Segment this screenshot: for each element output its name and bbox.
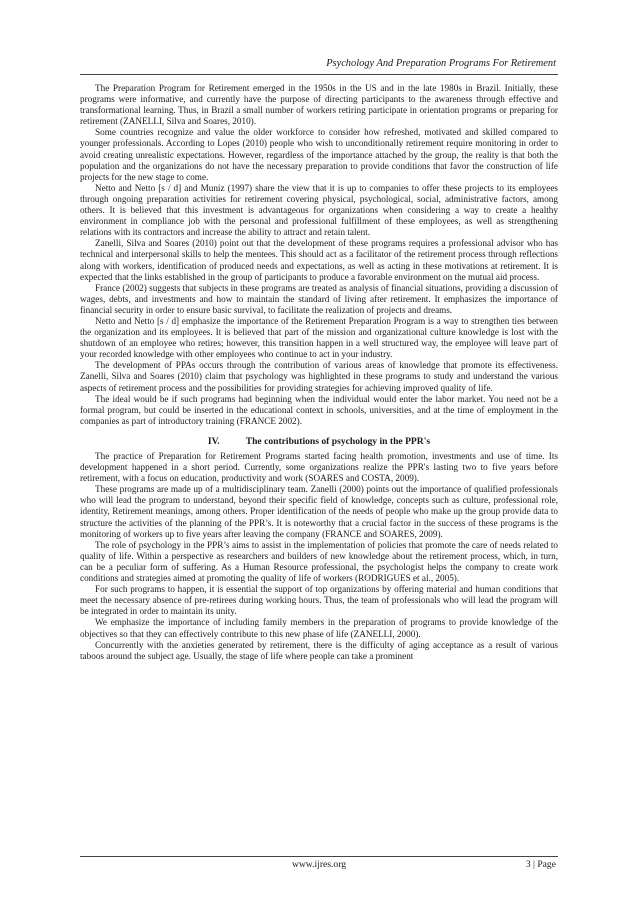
page-number: 3 | Page [525, 859, 556, 870]
section-title: The contributions of psychology in the PPR's [245, 435, 431, 447]
section-number: IV. [207, 435, 220, 447]
paragraph: The ideal would be if such programs had beginning when the individual would enter the labor market. You need not be a formal program, but could be inserted in the educational context in schools, universities, and at the time of employment in the companies as part of introductory training (FRANCE 2002). [80, 393, 558, 426]
paragraph: The development of PPAs occurs through the contribution of various areas of knowledge that promote its effectiveness. Zanelli, Silva and Soares (2010) claim that psychology was highlighted in these programs to study and understand the various aspects of retirement process and the possibilities for providing strategies for achieving improved quality of life. [80, 360, 558, 393]
paragraph: Concurrently with the anxieties generated by retirement, there is the difficulty of aging acceptance as a result of various taboos around the subject age. Usually, the stage of life where people can take a prominent [80, 639, 558, 661]
paragraph: These programs are made up of a multidisciplinary team. Zanelli (2000) points out the importance of qualified professionals who will lead the program to understand, beyond their specific field of knowledge, concepts such as culture, professional role, identity, Retirement meanings, among others. Proper identification of the needs of people who make up the group provide data to structure the activities of the planning of the PPR’s. It is noteworthy that a crucial factor in the success of these programs is the monitoring of workers up to five years after leaving the company (FRANCE and SOARES, 2009). [80, 484, 558, 539]
footer-rule [80, 856, 558, 857]
section-heading [80, 436, 558, 447]
running-title: Psychology And Preparation Programs For Retirement [326, 58, 556, 69]
paragraph: The role of psychology in the PPR’s aims to assist in the implementation of policies that promote the care of needs related to quality of life. Within a perspective as researchers and builders of new knowledge about the retirement process, which, in turn, can be a peculiar form of suffering. As a Human Resource professional, the psychologist helps the company to create work conditions and strategies aimed at promoting the quality of life of workers (RODRIGUES et al., 2005). [80, 539, 558, 584]
paragraph: The practice of Preparation for Retirement Programs started facing health promotion, investments and use of time. Its development happened in a short period. Currently, some organizations realize the PPR's lasting two to five years before retirement, with a focus on education, productivity and work (SOARES and COSTA, 2009). [80, 451, 558, 484]
paragraph: For such programs to happen, it is essential the support of top organizations by offering material and human conditions that meet the necessary absence of pre-retirees during working hours. Thus, the team of professionals who will lead the program will be integrated in order to maintain its unity. [80, 584, 558, 617]
header-rule [80, 74, 558, 75]
paragraph: The Preparation Program for Retirement emerged in the 1950s in the US and in the late 1980s in Brazil. Initially, these programs were informative, and currently have the purpose of directing participants to the awareness through effective and transformational learning. Thus, in Brazil a small number of workers retiring participate in orientation programs or preparing for retirement (ZANELLI, Silva and Soares, 2010). [80, 83, 558, 127]
article-body [80, 83, 558, 662]
paragraph: Zanelli, Silva and Soares (2010) point out that the development of these programs requires a professional advisor who has technical and interpersonal skills to help the mentees. This should act as a facilitator of the retirement process through reflections along with workers, identification of produced needs and expectations, as well as acting in these motivations at retirement. It is expected that the links established in the group of participants to produce a favorable environment on the mutual aid process. [80, 238, 558, 282]
paragraph: Netto and Netto [s / d] and Muniz (1997) share the view that it is up to companies to offer these projects to its employees through ongoing preparation activities for retirement covering physical, psychological, social, administrative factors, among others. It is believed that this investment is advantageous for organizations when considering a way to create a healthy environment in compliance job with the personal and professional fulfillment of these employees, as well as strengthening relations with its contractors and increase the ability to attract and retain talent. [80, 182, 558, 238]
paragraph: France (2002) suggests that subjects in these programs are treated as analysis of financial situations, providing a discussion of wages, debts, and investments and how to maintain the standard of living after retirement. It emphasizes the importance of financial security in order to ensure basic survival, to facilitate the realization of projects and dreams. [80, 282, 558, 315]
footer-url: www.ijres.org [291, 859, 347, 870]
paragraph: Netto and Netto [s / d] emphasize the importance of the Retirement Preparation Program is a way to strengthen ties between the organization and its employees. It is believed that part of the mission and organizational culture knowledge is lost with the shutdown of an employee who retires; however, this transition happen in a well structured way, the employee will leave part of your recorded knowledge with other employees who continue to act in your industry. [80, 315, 558, 360]
paragraph: Some countries recognize and value the older workforce to consider how refreshed, motivated and skilled compared to younger professionals. According to Lopes (2010) people who wish to unconditionally retirement require monitoring in order to avoid creating unrealistic expectations. However, regardless of the importance attached by the group, the reality is that both the population and the organizations do not have the necessary preparation to provide conditions that favor the construction of life projects for the new stage to come. [80, 127, 558, 182]
paragraph: We emphasize the importance of including family members in the preparation of programs to provide knowledge of the objectives so that they can effectively contribute to this new phase of life (ZANELLI, 2000). [80, 617, 558, 639]
